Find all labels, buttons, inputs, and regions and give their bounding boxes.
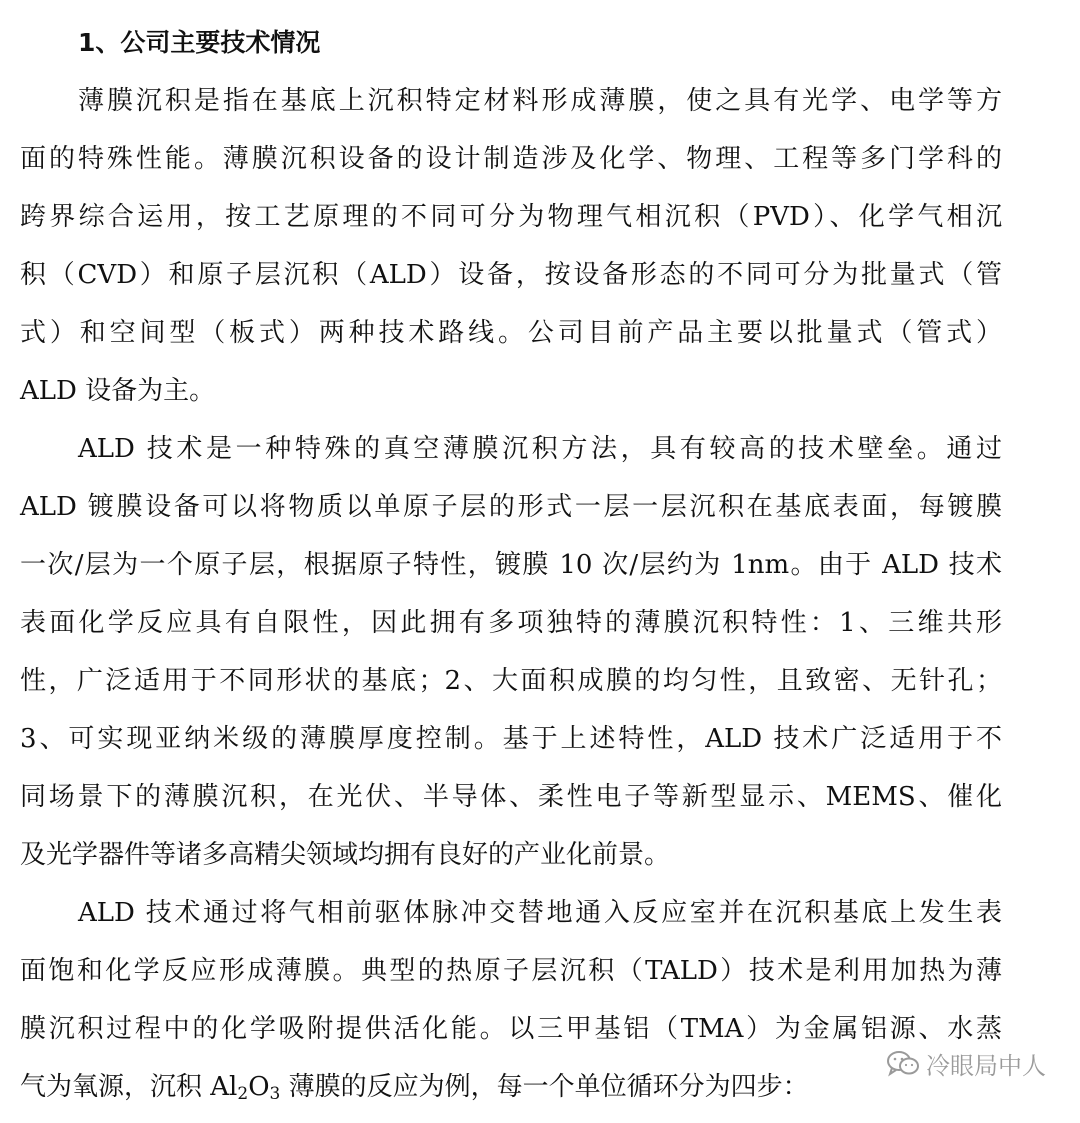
watermark [886, 1046, 1046, 1081]
paragraph-line: ALD 镀膜设备可以将物质以单原子层的形式一层一层沉积在基底表面，每镀膜 [20, 492, 1002, 522]
paragraph-1 [20, 72, 1002, 420]
paragraph-line: 表面化学反应具有自限性，因此拥有多项独特的薄膜沉积特性：1、三维共形 [20, 608, 1002, 638]
paragraph-line: ALD 技术是一种特殊的真空薄膜沉积方法，具有较高的技术壁垒。通过 [78, 434, 1002, 464]
paragraph-line: 面饱和化学反应形成薄膜。典型的热原子层沉积（TALD）技术是利用加热为薄 [20, 956, 1002, 986]
line-text: 气为氧源，沉积 Al [20, 1072, 238, 1102]
paragraph-line: 薄膜沉积是指在基底上沉积特定材料形成薄膜，使之具有光学、电学等方 [78, 86, 1002, 116]
paragraph-line: 性，广泛适用于不同形状的基底；2、大面积成膜的均匀性，且致密、无针孔； [20, 666, 1002, 696]
paragraph-line: 3、可实现亚纳米级的薄膜厚度控制。基于上述特性，ALD 技术广泛适用于不 [20, 724, 1002, 754]
paragraph-line: ALD 技术通过将气相前驱体脉冲交替地通入反应室并在沉积基底上发生表 [78, 898, 1002, 928]
subscript: 2 [237, 1084, 249, 1104]
paragraph-line: 式）和空间型（板式）两种技术路线。公司目前产品主要以批量式（管式） [20, 318, 1002, 348]
watermark-text: 冷眼局中人 [926, 1052, 1046, 1080]
paragraph-line: 及光学器件等诸多高精尖领域均拥有良好的产业化前景。 [20, 840, 671, 870]
paragraph-line: 一次/层为一个原子层，根据原子特性，镀膜 10 次/层约为 1nm。由于 ALD 技术 [20, 550, 1002, 580]
line-text: O [248, 1072, 270, 1102]
subscript: 3 [269, 1084, 281, 1104]
paragraph-2 [20, 420, 1002, 884]
paragraph-line: 积（CVD）和原子层沉积（ALD）设备，按设备形态的不同可分为批量式（管 [20, 260, 1002, 290]
paragraph-line: 膜沉积过程中的化学吸附提供活化能。以三甲基铝（TMA）为金属铝源、水蒸 [20, 1014, 1002, 1044]
document-page [20, 14, 1002, 1116]
paragraph-line: ALD 设备为主。 [20, 376, 216, 406]
paragraph-line: 面的特殊性能。薄膜沉积设备的设计制造涉及化学、物理、工程等多门学科的 [20, 144, 1002, 174]
line-text: 薄膜的反应为例，每一个单位循环分为四步： [280, 1072, 809, 1102]
paragraph-line-formula [20, 1058, 1002, 1116]
paragraph-line: 跨界综合运用，按工艺原理的不同可分为物理气相沉积（PVD）、化学气相沉 [20, 202, 1002, 232]
paragraph-line: 同场景下的薄膜沉积，在光伏、半导体、柔性电子等新型显示、MEMS、催化 [20, 782, 1002, 812]
wechat-icon [886, 1050, 920, 1078]
paragraph-3 [20, 884, 1002, 1116]
section-heading: 1、公司主要技术情况 [78, 28, 321, 57]
